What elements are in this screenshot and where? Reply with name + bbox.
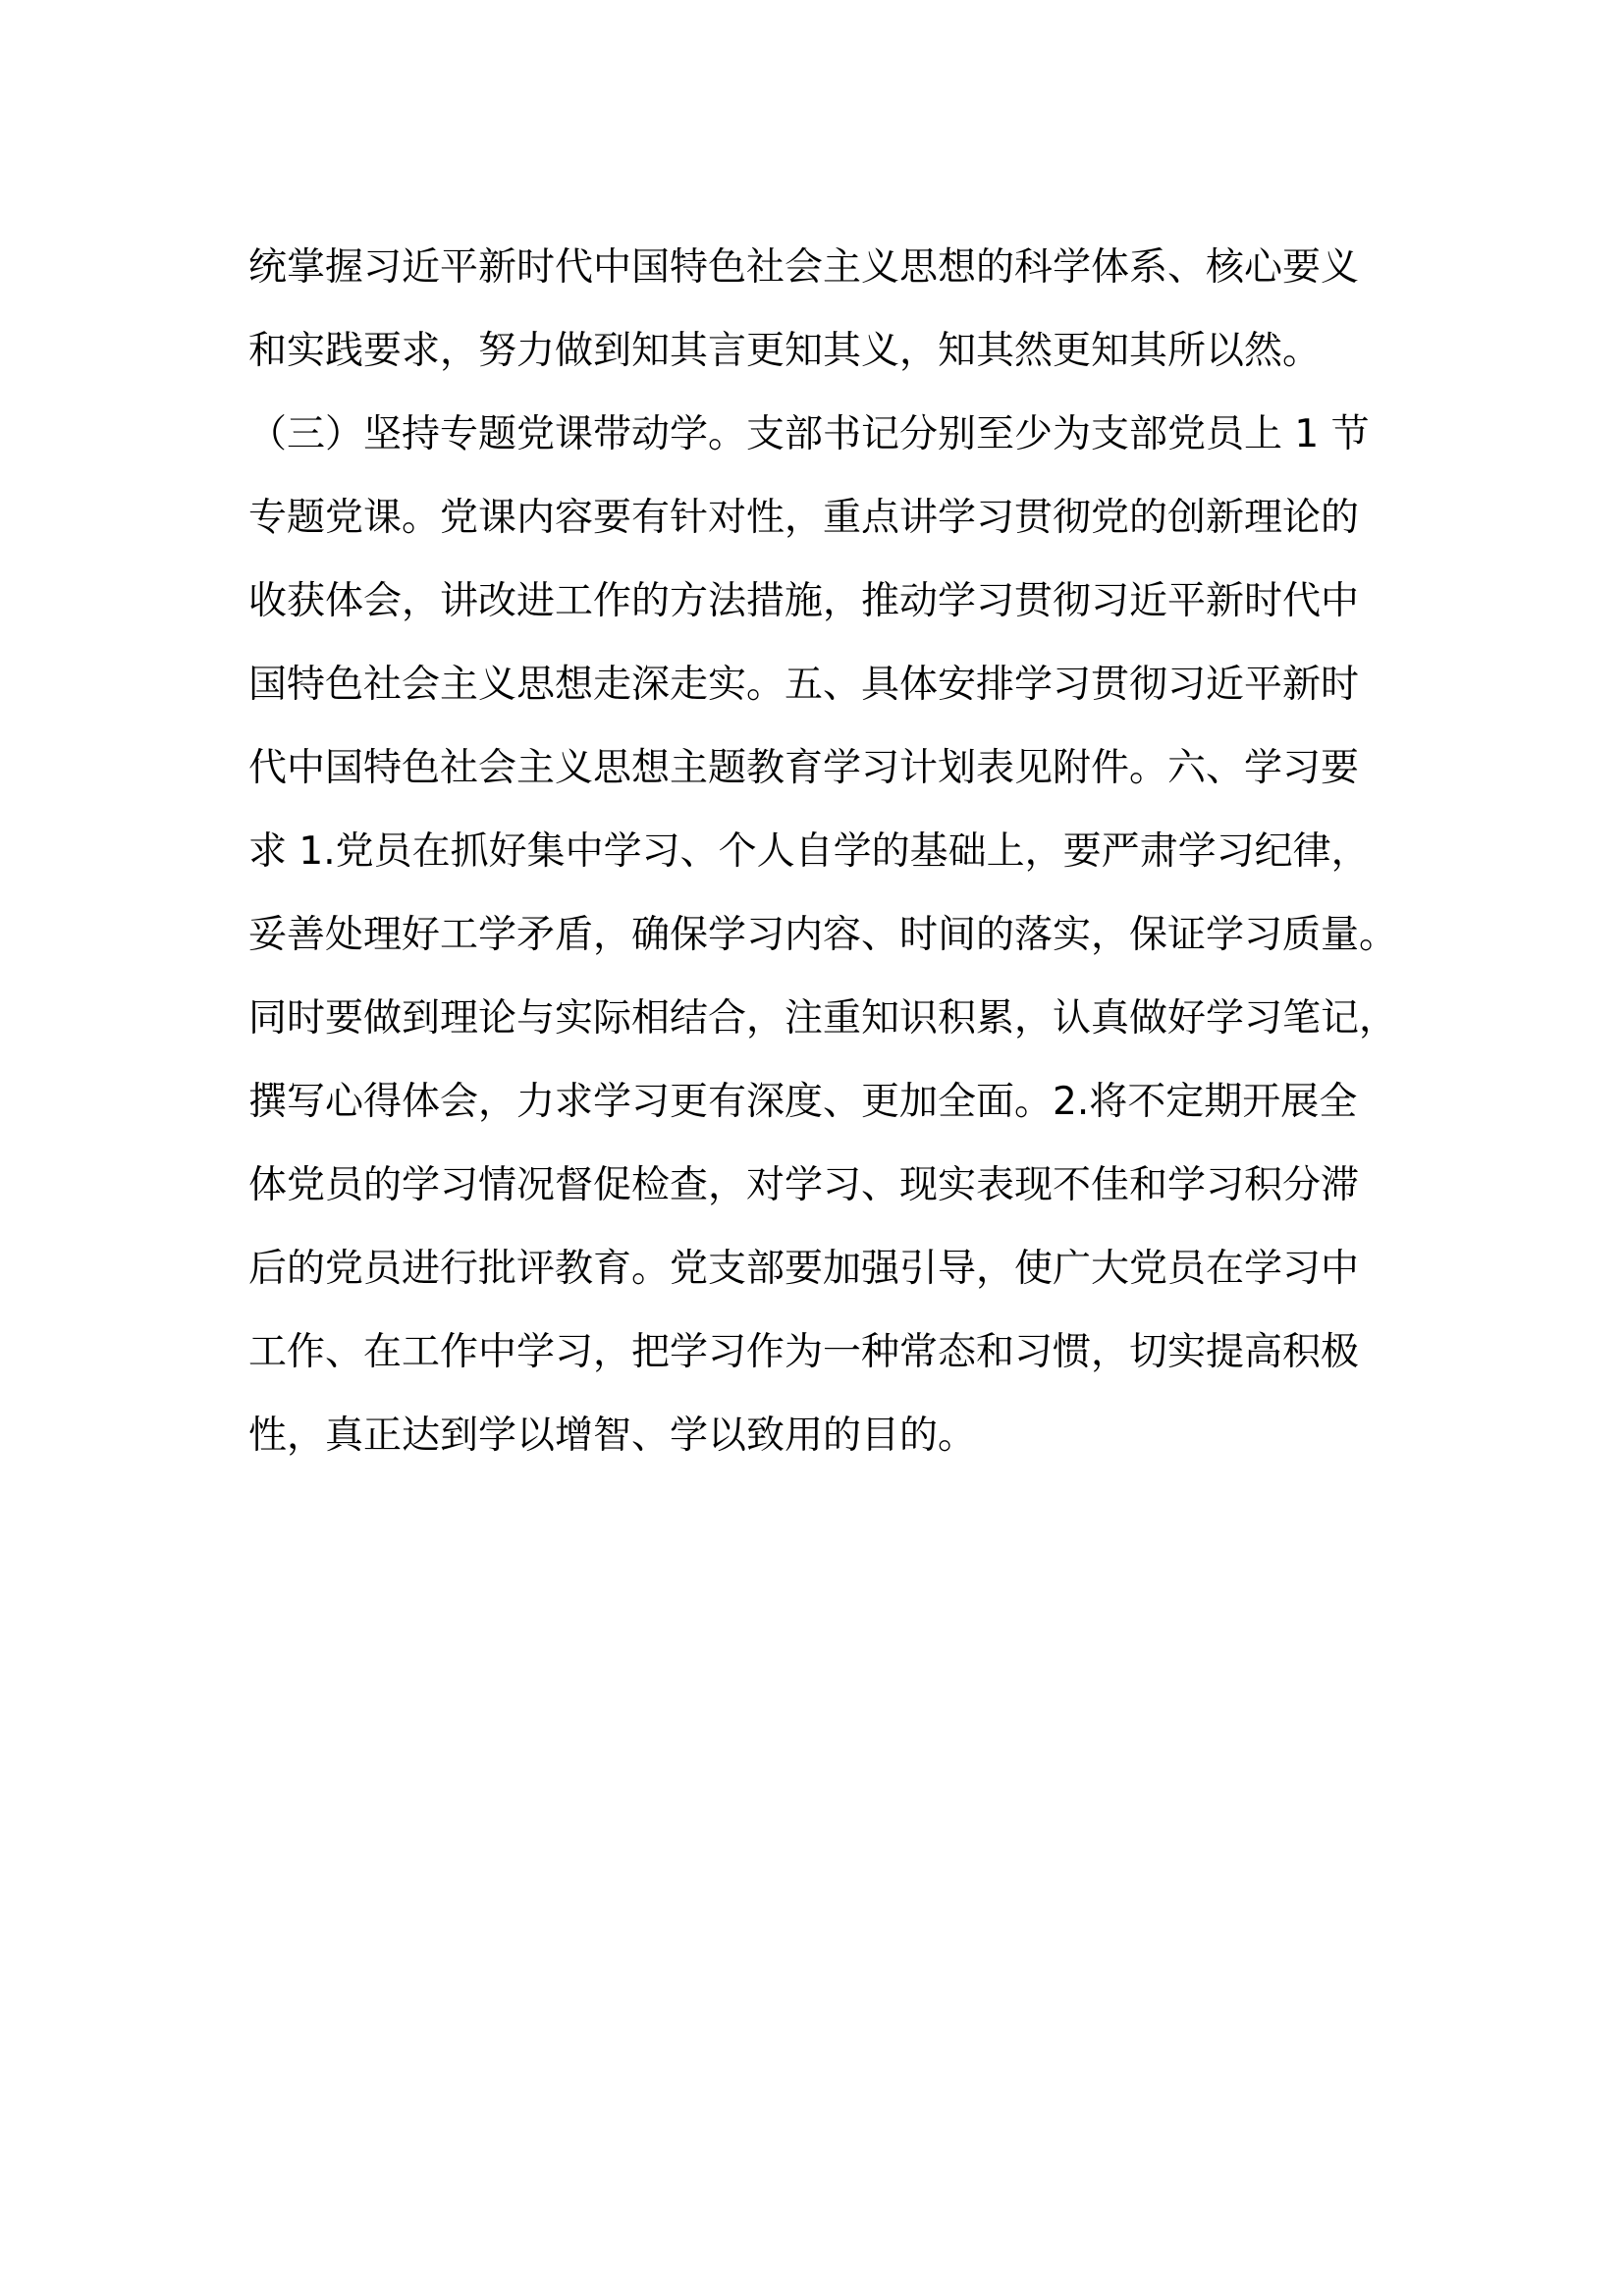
text-line: 妥善处理好工学矛盾，确保学习内容、时间的落实，保证学习质量。 xyxy=(248,913,1398,957)
text-line: 国特色社会主义思想走深走实。五、具体安排学习贯彻习近平新时 xyxy=(248,663,1360,707)
text-line: 求 1.党员在抓好集中学习、个人自学的基础上，要严肃学习纪律， xyxy=(248,829,1370,874)
text-line: 专题党课。党课内容要有针对性，重点讲学习贯彻党的创新理论的 xyxy=(248,496,1360,540)
text-line: 性，真正达到学以增智、学以致用的目的。 xyxy=(248,1414,977,1458)
text-line: 撰写心得体会，力求学习更有深度、更加全面。2.将不定期开展全 xyxy=(248,1080,1358,1124)
text-line: 后的党员进行批评教育。党支部要加强引导，使广大党员在学习中 xyxy=(248,1247,1360,1291)
text-line: 工作、在工作中学习，把学习作为一种常态和习惯，切实提高积极 xyxy=(248,1330,1360,1374)
body-text xyxy=(248,226,1398,1477)
text-line: 代中国特色社会主义思想主题教育学习计划表见附件。六、学习要 xyxy=(248,746,1360,790)
text-line: 同时要做到理论与实际相结合，注重知识积累，认真做好学习笔记， xyxy=(248,996,1398,1041)
text-line: 收获体会，讲改进工作的方法措施，推动学习贯彻习近平新时代中 xyxy=(248,579,1360,623)
text-line: 和实践要求，努力做到知其言更知其义，知其然更知其所以然。 xyxy=(248,329,1322,373)
text-line: 体党员的学习情况督促检查，对学习、现实表现不佳和学习积分滞 xyxy=(248,1163,1360,1207)
text-line: 统掌握习近平新时代中国特色社会主义思想的科学体系、核心要义 xyxy=(248,245,1360,290)
text-line: （三）坚持专题党课带动学。支部书记分别至少为支部党员上 1 节 xyxy=(248,412,1370,456)
